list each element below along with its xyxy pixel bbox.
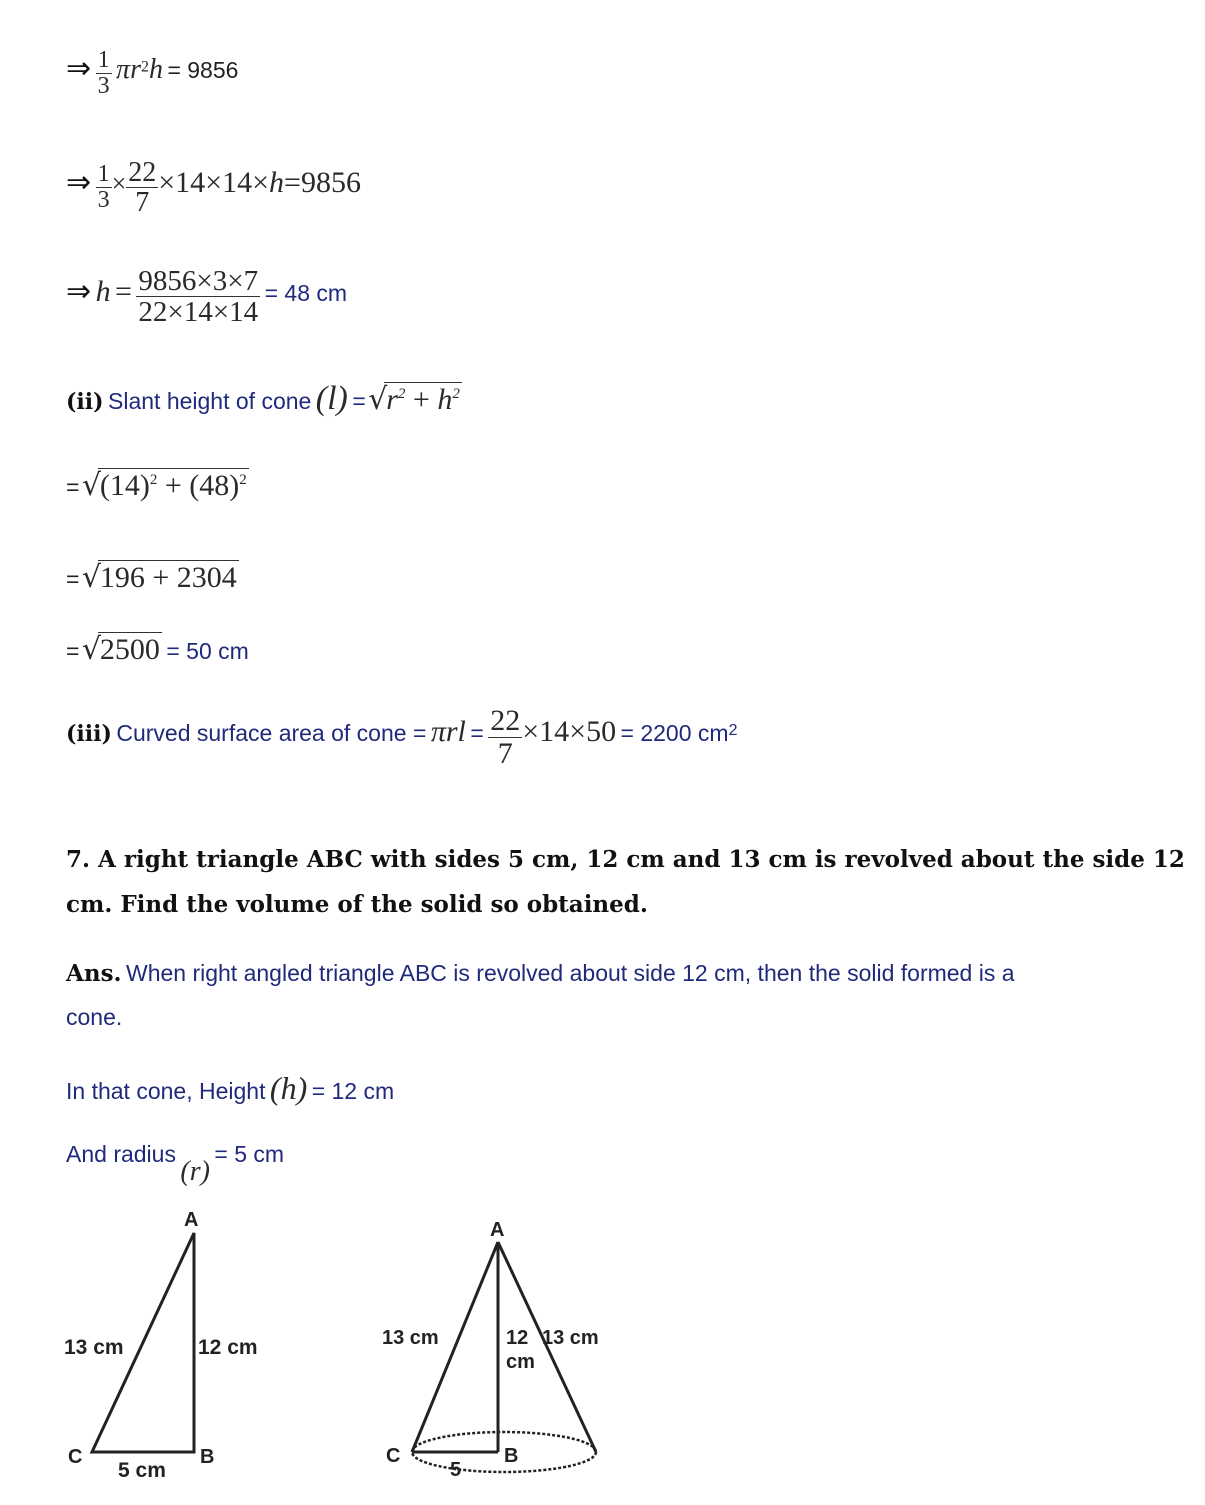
slant-height-step-2: = √ 196 + 2304 bbox=[66, 560, 239, 595]
sqrt-r2-h2: √ $r^2 + h^2$ bbox=[370, 382, 462, 417]
sqrt-2500: √ 2500 bbox=[84, 632, 162, 667]
part-ii-slant-height: (ii) Slant height of cone (l) = √ $r^2 + h^2$ bbox=[66, 380, 462, 418]
height-label-unit: cm bbox=[506, 1351, 535, 1373]
cone-height-line: In that cone, Height (h) = 12 cm bbox=[66, 1070, 395, 1106]
vertex-c-label: C bbox=[386, 1445, 401, 1467]
equation-step-3: ⇒ h = $\frac{9856\times 3\times 7}{22\times 14\times 14}$ = 48 cm bbox=[66, 265, 348, 329]
equation-step-2: ⇒ $\frac{1}{3}$ × $\frac{22}{7}$ ×14×14×h=9856 bbox=[66, 157, 361, 219]
implies-arrow: ⇒ bbox=[66, 50, 92, 86]
implies-arrow: ⇒ bbox=[66, 165, 92, 201]
height-label-number: 12 bbox=[506, 1327, 529, 1349]
fraction-22-7: $\frac{22}{7}$ bbox=[128, 157, 157, 219]
sqrt-196-2304: √ 196 + 2304 bbox=[84, 560, 239, 595]
answer-line-2: cone. bbox=[66, 1004, 123, 1030]
fraction-one-third: $\frac{1}{3}$ bbox=[97, 47, 110, 100]
fraction-one-third: $\frac{1}{3}$ bbox=[97, 161, 110, 214]
vertex-b-label: B bbox=[504, 1445, 519, 1467]
sqrt-14-48: √ $(14)^2 + (48)^2$ bbox=[84, 468, 249, 503]
hypotenuse-label: 13 cm bbox=[64, 1336, 124, 1359]
slant-left-label: 13 cm bbox=[382, 1327, 439, 1349]
vertex-a-label: A bbox=[490, 1219, 505, 1241]
answer-line-1: Ans. When right angled triangle ABC is revolved about side 12 cm, then the solid formed is a bbox=[66, 960, 1015, 987]
cone-figure bbox=[370, 1200, 630, 1495]
question-7-line-2: cm. Find the volume of the solid so obtained. bbox=[66, 891, 648, 918]
implies-arrow: ⇒ bbox=[66, 274, 92, 310]
part-iii-curved-surface-area: (iii) Curved surface area of cone = πrl = $\frac{22}{7}$ ×14×50 = 2200 $cm^2$ bbox=[66, 704, 738, 770]
base-side-label: 5 cm bbox=[118, 1459, 166, 1482]
equation-step-1: ⇒ $\frac{1}{3}$ $\pi r^2h = 9856$ bbox=[66, 47, 239, 100]
cone-radius-line: And radius (r) = 5 cm bbox=[66, 1141, 285, 1187]
height-fraction: $\frac{9856\times 3\times 7}{22\times 14\times 14}$ bbox=[138, 265, 259, 329]
slant-height-step-3: = √ 2500 = 50 cm bbox=[66, 632, 249, 667]
fraction-22-7: $\frac{22}{7}$ bbox=[490, 704, 521, 770]
radius-label: 5 bbox=[450, 1459, 462, 1481]
vertical-side-label: 12 cm bbox=[198, 1336, 258, 1359]
slant-height-step-1: = √ $(14)^2 + (48)^2$ bbox=[66, 468, 249, 503]
triangle-figure bbox=[60, 1200, 300, 1490]
slant-right-label: 13 cm bbox=[542, 1327, 599, 1349]
vertex-a-label: A bbox=[184, 1209, 199, 1231]
vertex-c-label: C bbox=[68, 1446, 83, 1468]
question-7-line-1: 7. A right triangle ABC with sides 5 cm, 12 cm and 13 cm is revolved about the side 12 bbox=[66, 846, 1185, 873]
vertex-b-label: B bbox=[200, 1446, 215, 1468]
